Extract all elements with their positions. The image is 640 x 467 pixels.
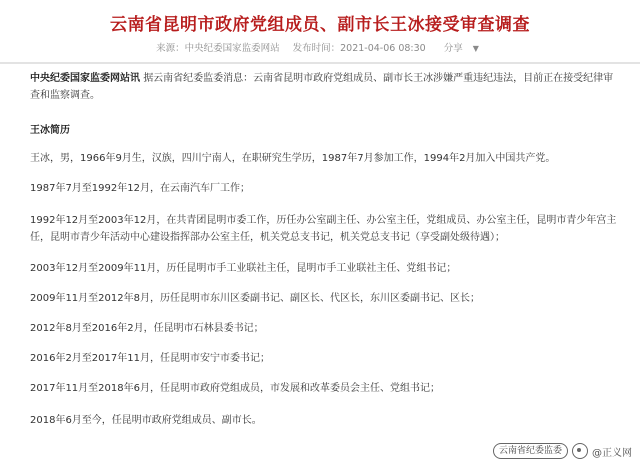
resume-item: 2018年6月至今，任昆明市政府党组成员、副市长。	[30, 415, 262, 426]
share-button[interactable]	[439, 43, 484, 54]
resume-item: 2012年8月至2016年2月，任昆明市石林县委书记；	[30, 323, 264, 334]
lead-paragraph	[30, 70, 620, 104]
resume-item: 2003年12月至2009年11月，历任昆明市手工业联社主任，昆明市手工业联社主任、党组书记；	[30, 263, 457, 274]
resume-item: 2016年2月至2017年11月，任昆明市安宁市委书记；	[30, 353, 270, 364]
resume-item: 2017年11月至2018年6月，任昆明市政府党组成员，市发展和改革委员会主任、党组书记；	[30, 383, 440, 394]
watermark-site: @正义网	[592, 447, 632, 459]
article-published: 发布时间：2021-04-06 08:30	[292, 43, 426, 54]
watermark	[493, 443, 632, 459]
article-header	[0, 0, 640, 64]
resume-item: 1992年12月至2003年12月，在共青团昆明市委工作，历任办公室副主任、办公室主任，党组成员、办公室主任，昆明市青少年宫主任，昆明市青少年活动中心建设指挥部办公室主任，机关党总支书记，机关党总支书记（享受副处级待遇）；	[30, 215, 617, 243]
lead-source: 中央纪委国家监委网站讯	[30, 73, 140, 84]
article-source: 来源：中央纪委国家监委网站	[156, 43, 280, 54]
article-meta	[0, 40, 640, 54]
lead-text: 据云南省纪委监委消息：云南省昆明市政府党组成员、副市长王冰涉嫌严重违纪违法，目前正在接受纪律审查和监察调查。	[30, 73, 614, 101]
resume-heading: 王冰简历	[30, 125, 70, 136]
resume-intro: 王冰，男，1966年9月生，汉族，四川宁南人，在职研究生学历，1987年7月参加工作，1994年2月加入中国共产党。	[30, 153, 556, 164]
weibo-logo-icon	[572, 443, 588, 459]
share-label: 分享	[443, 43, 463, 54]
article-title: 云南省昆明市政府党组成员、副市长王冰接受审查调查	[110, 15, 530, 35]
watermark-badge: 云南省纪委监委	[493, 443, 568, 459]
resume-item: 2009年11月至2012年8月，历任昆明市东川区委副书记、副区长、代区长，东川区委副书记、区长；	[30, 293, 480, 304]
chevron-down-icon: ▼	[472, 44, 479, 53]
resume-item: 1987年7月至1992年12月，在云南汽车厂工作；	[30, 183, 250, 194]
